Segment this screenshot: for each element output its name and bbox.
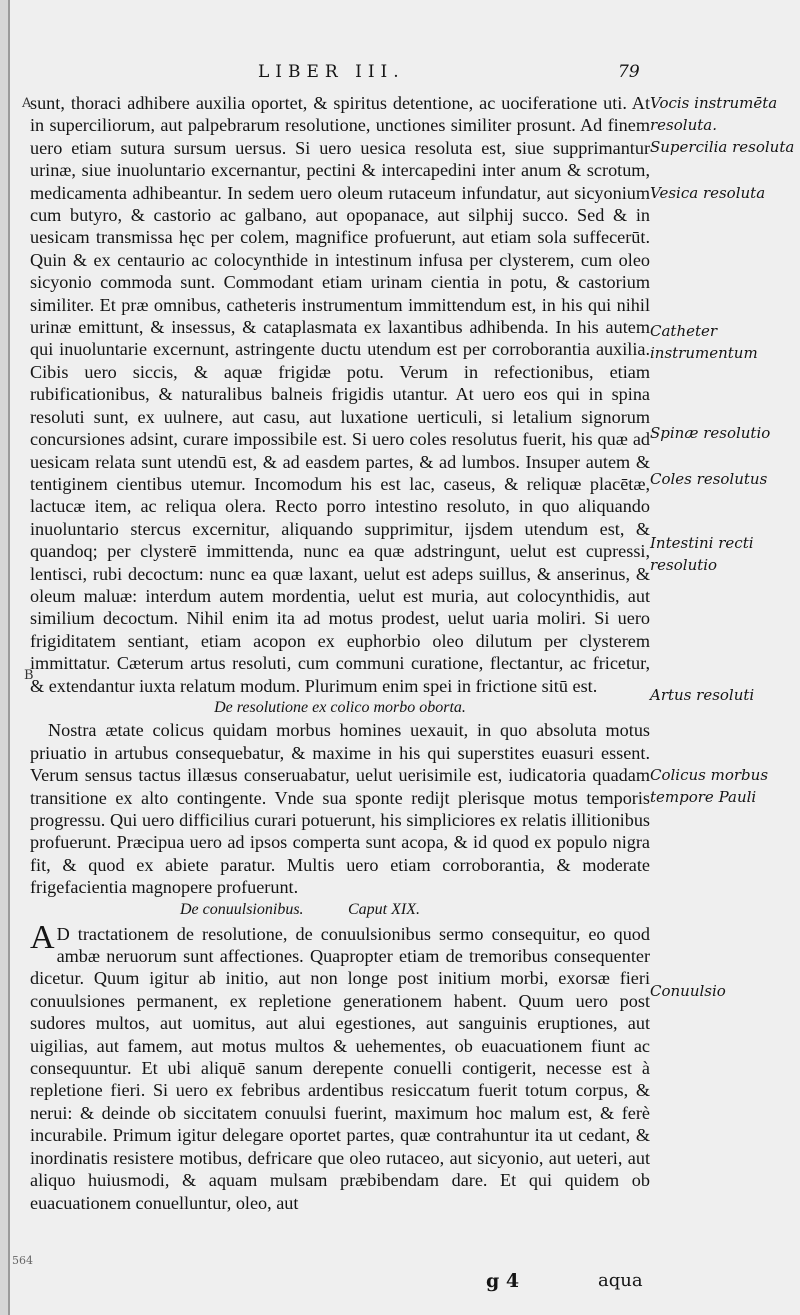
side-marker-b: B bbox=[24, 668, 34, 683]
section-heading-colic: De resolutione ex colico morbo oborta. bbox=[214, 698, 466, 716]
book-page bbox=[8, 0, 800, 1315]
margin-note-spinae: Spinæ resolutio bbox=[650, 424, 771, 442]
margin-note-artus: Artus resoluti bbox=[650, 686, 755, 704]
signature-mark: g 4 bbox=[486, 1270, 520, 1292]
margin-note-conuulsio: Conuulsio bbox=[650, 982, 726, 1000]
margin-note-coles: Coles resolutus bbox=[650, 470, 768, 488]
text-body bbox=[30, 92, 650, 1214]
margin-note-intestini: Intestini recti resolutio bbox=[650, 534, 754, 575]
margin-note-vesica: Vesica resoluta bbox=[650, 184, 766, 202]
margin-note-catheter: Catheter instrumentum bbox=[650, 322, 758, 363]
chapter-heading bbox=[30, 899, 650, 923]
paragraph-1: sunt, thoraci adhibere auxilia oportet, & spiritus detentione, ac uociferatione uti. At in superciliorum, aut palpebrarum resolutione, unctiones similiter prosunt. Ad finem uero etiam sutura sursum uersus. Si uero uesica resoluta est, siue supprimantur urinæ, siue inuoluntario excernantur, pectini & intercapedini inter anum & scrotum, medicamenta adhibeantur. In sedem uero oleum rutaceum infundatur, aut sicyonium cum butyro, & castorio ac galbano, aut opopanace, aut silphij succo. Sed & in uesicam transmissa hęc per colem, magnifice profuerunt, aut etiam sola suffecerūt. Quin & ex centaurio ac colocynthide in intestinum infusa per clysterem, cum oleo sicyonio commoda sunt. Commodant etiam urinam cientia in potu, & castorium similiter. Et præ omnibus, catheteris instrumentum immittendum est, in his qui nihil urinæ emittunt, & insessus, & cataplasmata ex laxantibus adhibenda. In his autem qui inuoluntarie excernunt, astringente ductu utendum est per corroborantia auxilia. Cibis uero siccis, & aquæ frigidæ potu. Verum in refectionibus, etiam rubificationibus, & naturalibus balneis frigidis utantur. At uero eos qui in spina resoluti sunt, ex uulnere, aut casu, aut luxatione uerticuli, si letalium signorum concursiones adsint, curare impossibile est. Si uero coles resolutus fuerit, his quæ ad uesicam relata sunt utendū est, & ad easdem partes, & ad lumbos. Insuper autem & tentiginem cientibus utemur. Incomodum his est lac, caseus, & reliquæ placētæ, lactucæ item, ac reliqua olera. Recto porro intestino resoluto, in quo aliquando inuoluntario stercus excernitur, aliquando supprimitur, ijsdem utendum est, & quandoq; per clysterē immittenda, nunc ea quæ adstringunt, uelut est cupressi, lentisci, rubi decoctum: nunc ea quæ laxant, uelut est adeps suillus, & anserinus, & oleum maluæ: interdum autem mordentia, uelut est muria, aut colocynthidis, aut similium decoctum. Nihil enim ita ad motus prodest, uelut uaria moliri. Si uero frigiditatem sentiant, etiam acopon ex euphorbio oleo dilutum per clysterem immittatur. Cæterum artus resoluti, cum communi curatione, flectantur, ac fricetur, & extendantur iuxta relatum modum. Plurimum enim spei in frictione sitū est. bbox=[30, 93, 650, 696]
page-header bbox=[8, 62, 800, 88]
margin-note-colicus: Colicus morbus tempore Pauli bbox=[650, 766, 769, 807]
paragraph-2: Nostra ætate colicus quidam morbus homines uexauit, in quo absoluta motus priuatio in artubus consequebatur, & maxime in his qui superstites euasuri essent. Verum sensus tactus illæsus conseruabatur, uelut uerisimile est, iudicatoria quadam transitione ex alto contingente. Vnde sua sponte redijt plerisque motus temporis progressu. Qui uero difficilius curari potuerunt, his simpliciores ex relatis illitionibus profuerunt. Præcipua uero ad ipsos comperta sunt acopa, & id quod ex populo nigra fit, & quod ex abiete paratur. Multis uero etiam corroborantia, & moderate frigefacientia magnopere profuerunt. bbox=[30, 720, 650, 898]
running-title: LIBER III. bbox=[258, 62, 405, 82]
catchword: aqua bbox=[598, 1270, 643, 1291]
paragraph-3 bbox=[30, 918, 650, 1214]
side-marker-a: A bbox=[22, 96, 32, 111]
chapter-number: Caput XIX. bbox=[348, 900, 420, 918]
paragraph-3-text: D tractationem de resolutione, de conuulsionibus sermo consequitur, eo quod ambæ neruorum sunt affectiones. Quapropter etiam de tremoribus consequenter dicetur. Quum igitur ab initio, aut non longe post initium morbi, exorsæ fieri conuulsiones permanent, ex repletione generationem habent. Quum uero post sudores multos, aut uomitus, aut alui egestiones, aut sanguinis eruptiones, aut uigilias, aut famem, aut motus multos & uehementes, ob euacuationem fiunt ac consequuntur. Et ubi aliquē sanum derepente conuelli contigerit, necesse est à repletione fieri. Si uero ex febribus ardentibus resiccatum fuerit totum corpus, & nerui: & deinde ob siccitatem conuulsi fuerint, maximum hoc malum est, & ferè incurabile. Primum igitur delegare oportet partes, quæ contrahuntur ita ut cedant, & inordinatis resistere motibus, defricare que oleo rutaceo, aut sicyonio, aut ueteri, aut aliquo huiusmodi, & aquam mulsam præbibendam dare. Et qui quidem ob euacuationem conuelluntur, oleo, aut bbox=[30, 923, 650, 1213]
drop-cap: A bbox=[30, 918, 55, 956]
margin-note-vocis: Vocis instrumēta resoluta. bbox=[650, 94, 778, 135]
page-number: 79 bbox=[618, 62, 640, 82]
pencil-note: 564 bbox=[12, 1254, 33, 1267]
chapter-title: De conuulsionibus. bbox=[180, 900, 304, 918]
margin-note-supercilia: Supercilia resoluta bbox=[650, 138, 795, 156]
